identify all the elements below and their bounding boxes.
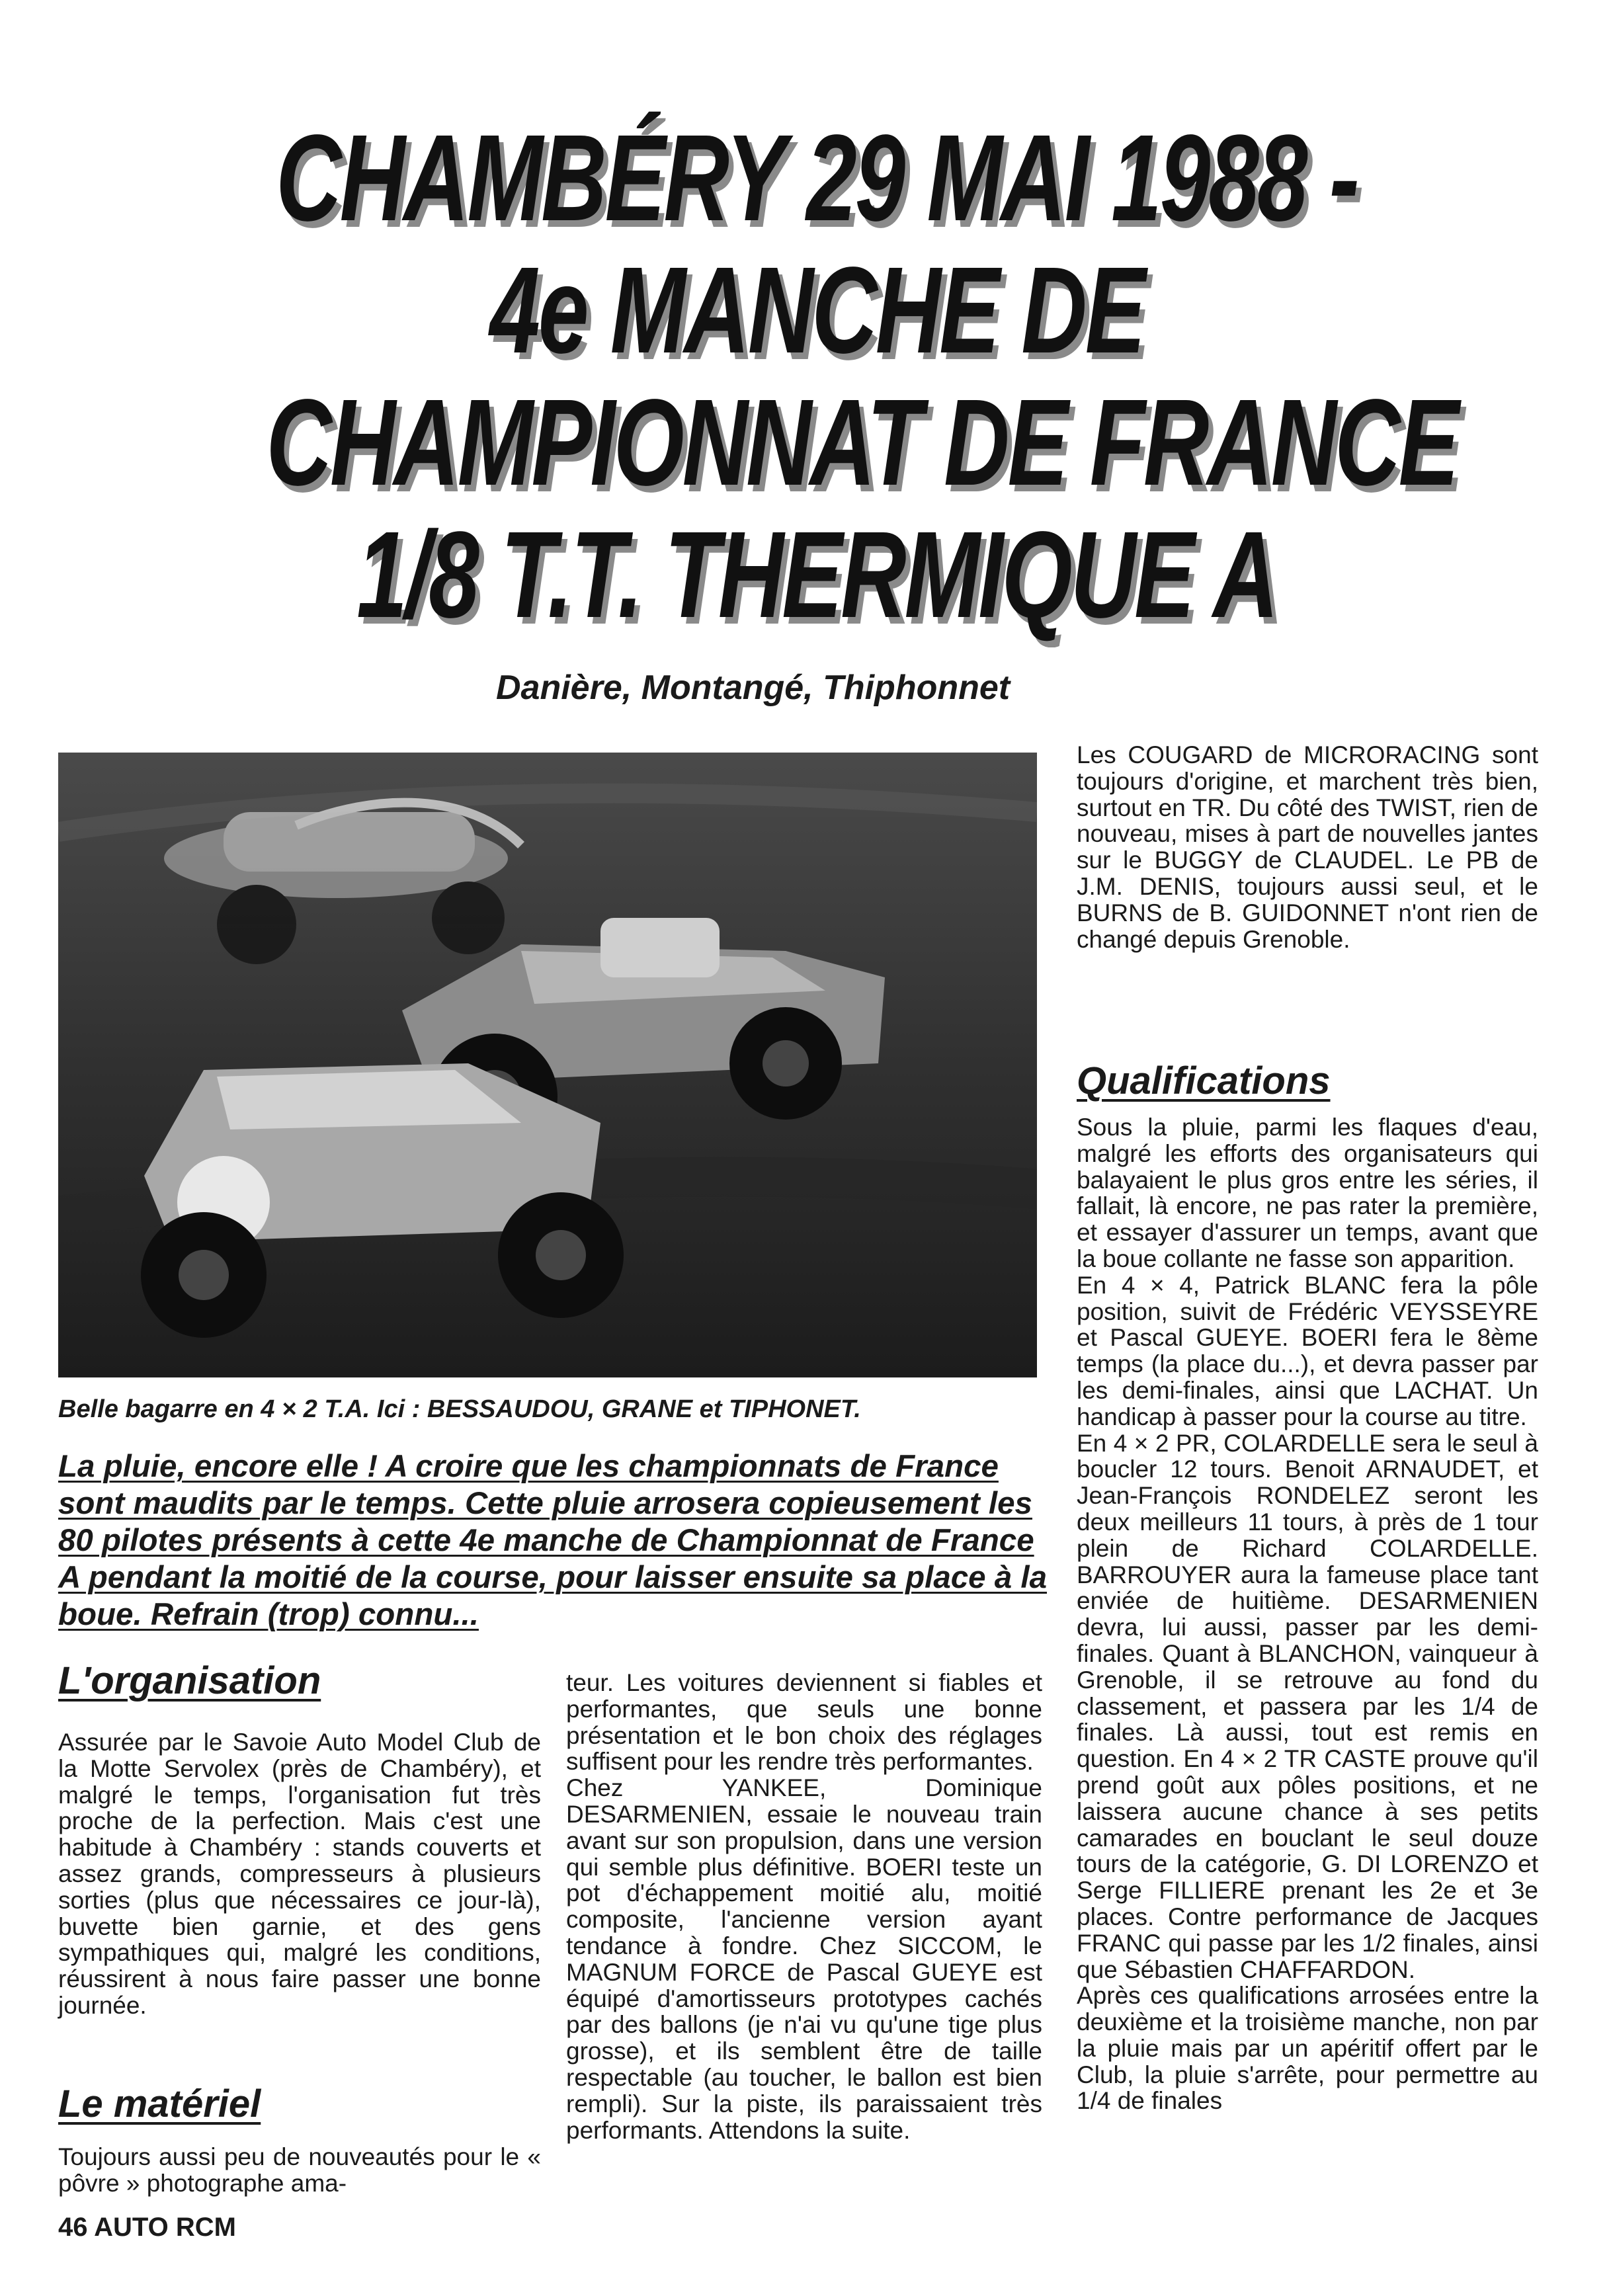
race-photo xyxy=(58,753,1037,1377)
qualifications-column xyxy=(1077,1114,1538,2114)
materiel-paragraph-2: Chez YANKEE, Dominique DESARMENIEN, essaie le nouveau train avant sur son propulsion, dans une version qui semble plus définitive. BOERI teste un pot d'échappement moitié alu, moitié composite, l'ancienne version ayant tendance à fondre. Chez SICCOM, le MAGNUM FORCE de Pascal GUEYE est équipé d'amortisseurs prototypes cachés par des ballons (je n'ai vu qu'une tige plus grosse), et ils semblent être de taille respectable (au toucher, le ballon est bien rempli). Sur la piste, ils paraissaient très performants. Attendons la suite. xyxy=(566,1774,1042,2144)
photo-caption: Belle bagarre en 4 × 2 T.A. Ici : BESSAUDOU, GRANE et TIPHONET. xyxy=(58,1395,861,1423)
qualifications-paragraph-2: En 4 × 4, Patrick BLANC fera la pôle position, suivit de Frédéric VEYSSEYRE et Pascal GUEYE. BOERI fera le 8ème temps (la place du...), et devra passer par les demi-finales, ainsi que LACHAT. Un handicap à passer pour la course au titre. xyxy=(1077,1271,1538,1430)
article-authors: Danière, Montangé, Thiphonnet xyxy=(496,669,1011,707)
title-line-3: CHAMPIONNAT DE FRANCE xyxy=(266,374,1458,511)
organisation-column xyxy=(58,1729,541,2019)
article-lead: La pluie, encore elle ! A croire que les championnats de France sont maudits par le temps. Cette pluie arrosera copieusement les 80 pilotes présents à cette 4e manche de Championnat de France A pendant la moitié de la course, pour laisser ensuite sa place à la boue. Refrain (trop) connu... xyxy=(58,1449,1048,1632)
heading-organisation: L'organisation xyxy=(58,1659,321,1702)
organisation-paragraph: Assurée par le Savoie Auto Model Club de la Motte Servolex (près de Chambéry), et malgré le temps, l'organisation fut très proche de la perfection. Mais c'est une habitude à Chambéry : stands couverts et assez grands, compresseurs à plusieurs sorties (plus que nécessaires ce jour-là), buvette bien garnie, et des gens sympathiques qui, malgré les conditions, réussirent à nous faire passer une bonne journée. xyxy=(58,1729,541,2019)
qualifications-paragraph-4: Après ces qualifications arrosées entre la deuxième et la troisième manche, non par la pluie mais par un apéritif offert par le Club, la pluie s'arrête, pour permettre au 1/4 de finales xyxy=(1077,1982,1538,2115)
title-line-2: 4e MANCHE DE xyxy=(489,242,1144,379)
page-folio: 46 AUTO RCM xyxy=(58,2213,236,2242)
race-photo-illustration xyxy=(58,753,1037,1377)
title-line-4: 1/8 T.T. THERMIQUE A xyxy=(356,507,1277,643)
materiel-paragraph-1: teur. Les voitures deviennent si fiables et performantes, que seuls une bonne présentation et le bon choix des réglages suffisent pour les rendre très performantes. xyxy=(566,1669,1042,1776)
heading-qualifications: Qualifications xyxy=(1077,1059,1331,1102)
materiel-paragraph-3: Les COUGARD de MICRORACING sont toujours d'origine, et marchent très bien, surtout en TR. Du côté des TWIST, rien de nouveau, mises à part de nouvelles jantes sur le BUGGY de CLAUDEL. Le PB de J.M. DENIS, toujours aussi seul, et le BURNS de B. GUIDONNET n'ont rien de changé depuis Grenoble. xyxy=(1077,741,1538,953)
qualifications-paragraph-3: En 4 × 2 PR, COLARDELLE sera le seul à boucler 12 tours. Benoit ARNAUDET, et Jean-François RONDELEZ seront les deux meilleurs 11 tours, à près de 1 tour plein de Richard COLARDELLE. BARROUYER aura la fameuse place tant enviée de huitième. DESARMENIEN devra, lui aussi, passer par les demi-finales. Quant à BLANCHON, vainqueur à Grenoble, il se retrouve au fond du classement, et passera par les 1/4 de finales. Là aussi, tout est remis en question. En 4 × 2 TR CASTE prouve qu'il prend goût aux pôles positions, et ne laissera aucune chance à ses petits camarades en bouclant le seul douze tours de la catégorie, G. DI LORENZO et Serge FILLIERE prenant les 2e et 3e places. Contre performance de Jacques FRANC qui passe par les 1/2 finales, ainsi que Sébastien CHAFFARDON. xyxy=(1077,1429,1538,1983)
title-line-1: CHAMBÉRY 29 MAI 1988 - xyxy=(276,110,1358,247)
article-title xyxy=(266,110,1458,643)
qualifications-paragraph-1: Sous la pluie, parmi les flaques d'eau, malgré les efforts des organisateurs qui balayaient le plus gros entre les séries, il fallait, là encore, ne pas rater la première, et essayer d'assurer un temps, avant que la boue collante ne fasse son apparition. xyxy=(1077,1114,1538,1272)
materiel-paragraph-start: Toujours aussi peu de nouveautés pour le « pôvre » photographe ama- xyxy=(58,2143,541,2197)
materiel-column-start xyxy=(58,2144,541,2197)
heading-materiel: Le matériel xyxy=(58,2082,261,2125)
right-column-top xyxy=(1077,742,1538,952)
middle-column xyxy=(566,1670,1042,2143)
